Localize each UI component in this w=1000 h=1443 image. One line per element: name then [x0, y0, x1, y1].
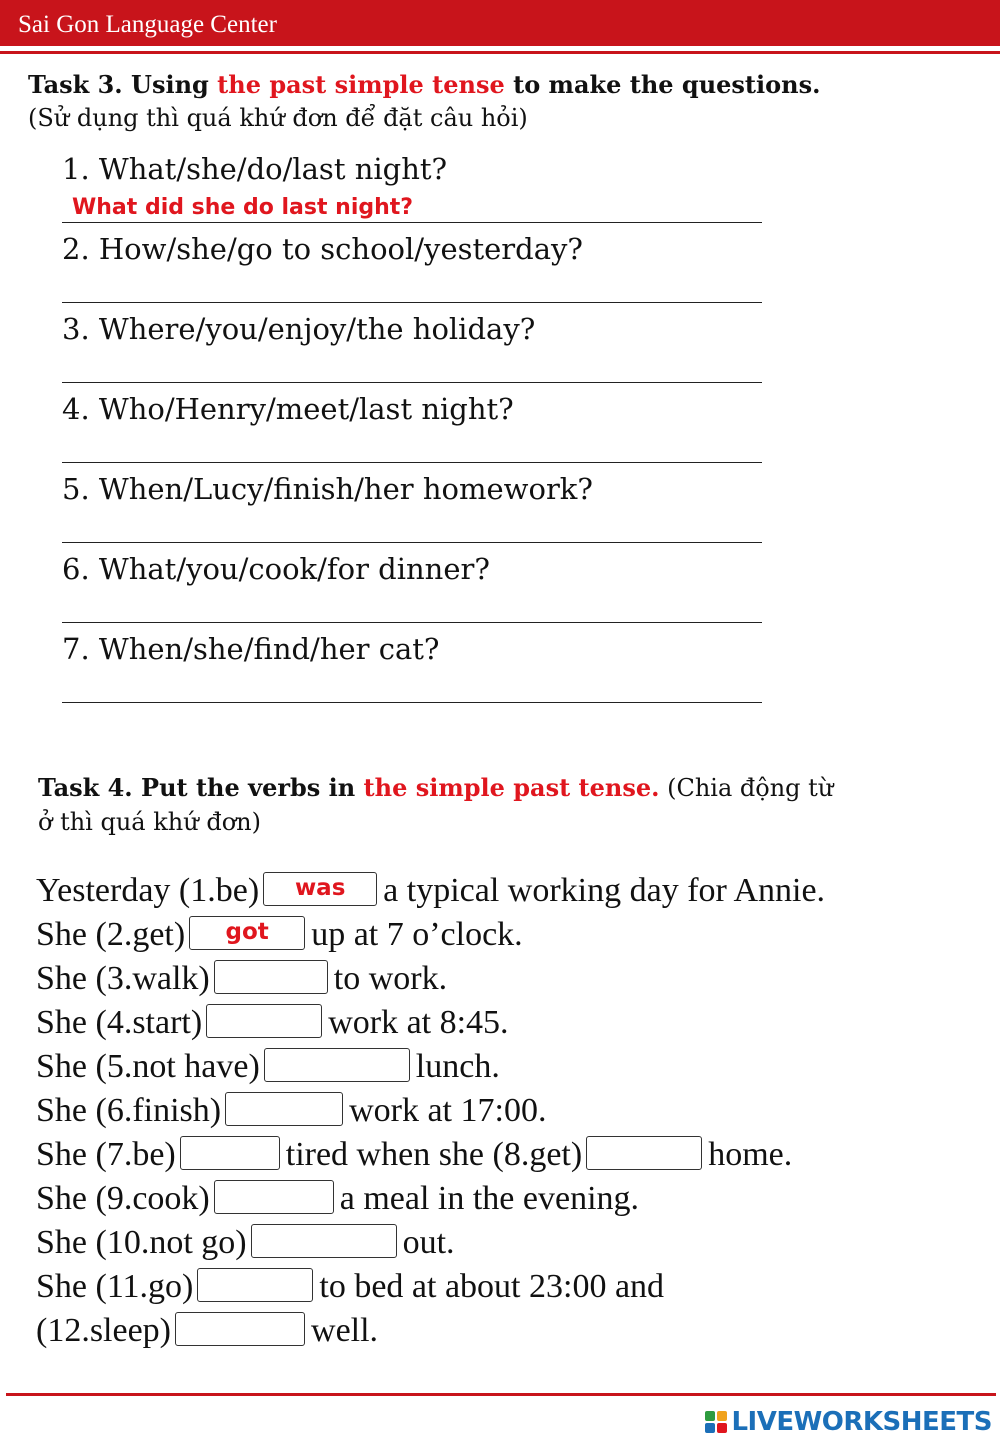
answer-line-5[interactable]: [62, 542, 762, 543]
logo-square-1: [705, 1411, 715, 1421]
liveworksheets-mark-icon: [705, 1411, 727, 1433]
answer-box-3[interactable]: [214, 960, 328, 994]
passage-line-11: [36, 1268, 664, 1312]
verb-prompt-1: Yesterday (1.be): [36, 872, 260, 909]
answer-line-1[interactable]: [62, 222, 762, 223]
answer-line-2[interactable]: [62, 302, 762, 303]
verb-prompt-12: (12.sleep): [36, 1312, 172, 1349]
question-7: 7. When/she/find/her cat?: [62, 632, 440, 666]
passage-line-2: [36, 916, 523, 960]
answer-box-12[interactable]: [175, 1312, 305, 1346]
answer-box-6[interactable]: [225, 1092, 343, 1126]
passage-line-4: [36, 1004, 509, 1048]
task3-title-part-c: to make the questions.: [504, 70, 821, 99]
answer-box-2[interactable]: got: [189, 916, 305, 950]
sentence-rest-7: tired when she (8.get): [285, 1136, 583, 1173]
passage-line-10: [36, 1224, 455, 1268]
question-5: 5. When/Lucy/finish/her homework?: [62, 472, 593, 506]
sentence-rest-5: lunch.: [415, 1048, 500, 1085]
footer-rule: [6, 1393, 996, 1396]
task3-title-part-a: Task 3. Using: [28, 70, 218, 99]
answer-box-10[interactable]: [251, 1224, 397, 1258]
passage-line-6: [36, 1092, 546, 1136]
verb-prompt-6: She (6.finish): [36, 1092, 222, 1129]
task4-title-part-c: (Chia động từ: [659, 774, 834, 802]
answer-line-6[interactable]: [62, 622, 762, 623]
answer-1[interactable]: What did she do last night?: [72, 195, 414, 220]
passage-line-3: [36, 960, 447, 1004]
answer-box-7[interactable]: [180, 1136, 280, 1170]
verb-prompt-3: She (3.walk): [36, 960, 210, 997]
verb-prompt-9: She (9.cook): [36, 1180, 210, 1217]
passage-line-9: [36, 1180, 639, 1224]
header-rule: [0, 51, 1000, 54]
question-6: 6. What/you/cook/for dinner?: [62, 552, 490, 586]
verb-prompt-2: She (2.get): [36, 916, 186, 953]
answer-line-4[interactable]: [62, 462, 762, 463]
question-2: 2. How/she/go to school/yesterday?: [62, 232, 583, 266]
sentence-rest-8: home.: [708, 1136, 793, 1173]
question-1: 1. What/she/do/last night?: [62, 152, 448, 186]
passage-line-12: [36, 1312, 378, 1356]
logo-square-3: [705, 1423, 715, 1433]
question-4: 4. Who/Henry/meet/last night?: [62, 392, 514, 426]
verb-prompt-4: She (4.start): [36, 1004, 203, 1041]
task3-title-highlight: the past simple tense: [217, 70, 505, 99]
verb-prompt-10: She (10.not go): [36, 1224, 247, 1261]
verb-prompt-7: She (7.be): [36, 1136, 176, 1173]
verb-prompt-5: She (5.not have): [36, 1048, 260, 1085]
sentence-rest-12: well.: [311, 1312, 379, 1349]
sentence-rest-9: a meal in the evening.: [339, 1180, 640, 1217]
answer-line-7[interactable]: [62, 702, 762, 703]
answer-box-5[interactable]: [264, 1048, 410, 1082]
task3-subtitle: (Sử dụng thì quá khứ đơn để đặt câu hỏi): [28, 104, 528, 132]
sentence-rest-3: to work.: [333, 960, 448, 997]
verb-prompt-11: She (11.go): [36, 1268, 194, 1305]
answer-box-4[interactable]: [206, 1004, 322, 1038]
answer-line-3[interactable]: [62, 382, 762, 383]
sentence-rest-4: work at 8:45.: [328, 1004, 509, 1041]
question-3: 3. Where/you/enjoy/the holiday?: [62, 312, 536, 346]
sentence-rest-6: work at 17:00.: [349, 1092, 547, 1129]
sentence-rest-10: out.: [402, 1224, 455, 1261]
sentence-rest-2: up at 7 o’clock.: [311, 916, 523, 953]
liveworksheets-logo[interactable]: [705, 1406, 992, 1438]
header-bar: [0, 0, 1000, 46]
sentence-rest-11: to bed at about 23:00 and: [319, 1268, 665, 1305]
task4-subtitle: ở thì quá khứ đơn): [38, 808, 261, 836]
task3-title: [28, 70, 820, 99]
passage-line-7: [36, 1136, 792, 1180]
sentence-rest-1: a typical working day for Annie.: [383, 872, 826, 909]
answer-box-8[interactable]: [586, 1136, 702, 1170]
task4-title-highlight: the simple past tense.: [363, 773, 660, 802]
answer-box-1[interactable]: was: [263, 872, 377, 906]
passage-line-5: [36, 1048, 500, 1092]
answer-box-9[interactable]: [214, 1180, 334, 1214]
header-title: Sai Gon Language Center: [18, 11, 277, 38]
logo-square-4: [717, 1423, 727, 1433]
passage-line-1: [36, 872, 825, 916]
logo-square-2: [717, 1411, 727, 1421]
task4-title-part-a: Task 4. Put the verbs in: [38, 773, 364, 802]
task4-title: [38, 773, 833, 802]
logo-text: LIVEWORKSHEETS: [731, 1407, 992, 1437]
answer-box-11[interactable]: [197, 1268, 313, 1302]
